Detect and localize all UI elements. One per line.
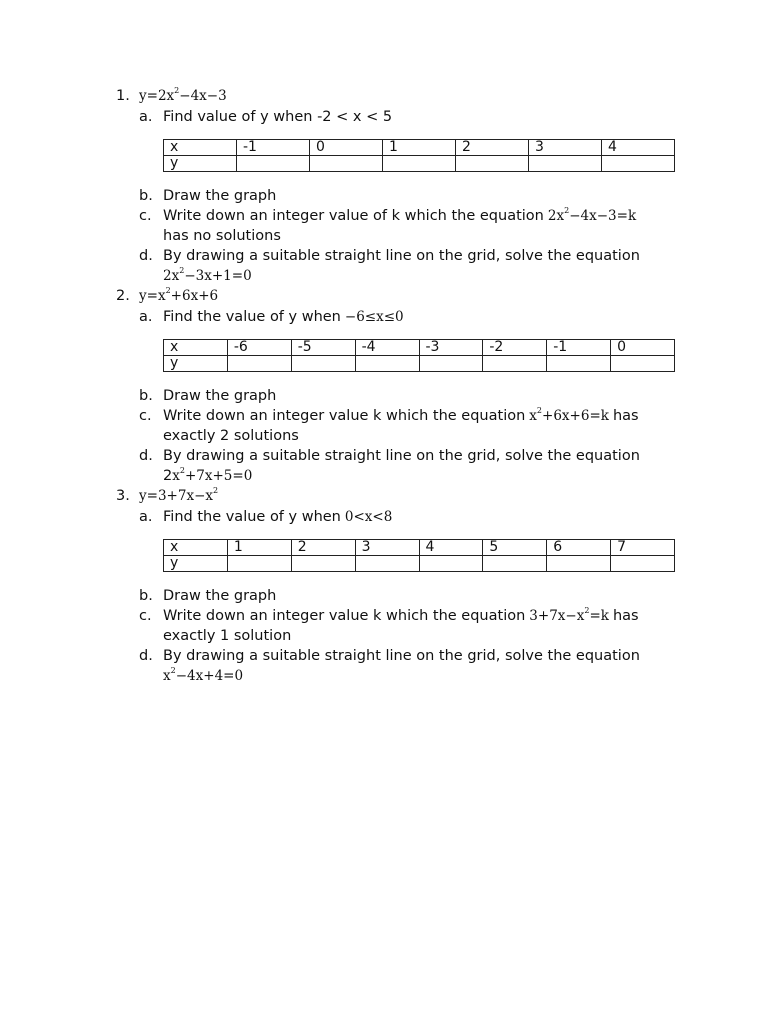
function-equation: $y=x^2+6x+6$: [139, 286, 219, 304]
part-d: [0, 446, 768, 486]
table-cell-y-blank[interactable]: [547, 356, 611, 372]
question-2: [0, 286, 768, 486]
table-row-x: [164, 540, 675, 556]
table-header-y: y: [164, 356, 228, 372]
part-b: [0, 186, 768, 206]
table-cell-x-value: -6: [227, 340, 291, 356]
table-cell-x-value: -1: [547, 340, 611, 356]
table-row-y: [164, 156, 675, 172]
table-cell-y-blank[interactable]: [310, 156, 383, 172]
part-b: [0, 586, 768, 606]
part-a: [0, 107, 768, 127]
table-row-x: [164, 140, 675, 156]
part-text: Find value of y when -2 < x < 5: [163, 109, 393, 125]
part-a: [0, 507, 768, 527]
table-row-y: [164, 356, 675, 372]
table-cell-y-blank[interactable]: [611, 356, 675, 372]
equation: $x^2-4x+4=0$: [163, 666, 244, 684]
equation: $2x^2-4x-3=k$: [547, 206, 637, 224]
part-letter: d.: [139, 448, 153, 464]
table-cell-x-value: 1: [227, 540, 291, 556]
part-letter: c.: [139, 608, 152, 624]
table-cell-x-value: 2: [291, 540, 355, 556]
part-text: By drawing a suitable straight line on the grid, solve the equation: [163, 648, 640, 664]
question-number: 1.: [116, 88, 130, 104]
table-header-y: y: [164, 156, 237, 172]
part-text-continued: has exactly 2 solutions: [163, 408, 639, 444]
part-text: By drawing a suitable straight line on the grid, solve the equation: [163, 248, 640, 264]
table-cell-y-blank[interactable]: [237, 156, 310, 172]
table-cell-y-blank[interactable]: [227, 356, 291, 372]
part-b: [0, 386, 768, 406]
part-letter: d.: [139, 248, 153, 264]
table-cell-x-value: 4: [419, 540, 483, 556]
table-header-x: x: [164, 540, 228, 556]
table-cell-y-blank[interactable]: [291, 556, 355, 572]
function-equation: $y=3+7x-x^2$: [139, 486, 219, 504]
table-cell-x-value: -1: [237, 140, 310, 156]
function-equation: $y=2x^2-4x-3$: [139, 86, 227, 104]
part-text: Draw the graph: [163, 388, 277, 404]
table-cell-x-value: -3: [419, 340, 483, 356]
table-cell-x-value: 3: [355, 540, 419, 556]
table-header-x: x: [164, 340, 228, 356]
worksheet: [0, 86, 768, 686]
table-header-y: y: [164, 556, 228, 572]
part-letter: c.: [139, 408, 152, 424]
part-d: [0, 646, 768, 686]
table-cell-x-value: 4: [602, 140, 675, 156]
part-a: [0, 307, 768, 327]
question-number: 2.: [116, 288, 130, 304]
equation: $x^2+6x+6=k$: [529, 406, 609, 424]
condition: 0<x<8: [344, 509, 393, 525]
table-row-y: [164, 556, 675, 572]
table-cell-y-blank[interactable]: [419, 356, 483, 372]
table-cell-x-value: 5: [483, 540, 547, 556]
part-letter: d.: [139, 648, 153, 664]
table-header-x: x: [164, 140, 237, 156]
table-cell-x-value: 0: [310, 140, 383, 156]
part-d: [0, 246, 768, 286]
part-letter: a.: [139, 509, 153, 525]
table-cell-x-value: 1: [383, 140, 456, 156]
part-text: Draw the graph: [163, 588, 277, 604]
table-cell-x-value: -4: [355, 340, 419, 356]
table-cell-y-blank[interactable]: [355, 556, 419, 572]
table-cell-y-blank[interactable]: [291, 356, 355, 372]
table-cell-x-value: 2: [456, 140, 529, 156]
table-cell-y-blank[interactable]: [611, 556, 675, 572]
equation: $2x^2-3x+1=0$: [163, 266, 252, 284]
equation-prefix: 2: [163, 468, 173, 484]
equation: $x^2+7x+5=0$: [172, 466, 253, 484]
table-cell-x-value: 3: [529, 140, 602, 156]
part-text: Find the value of y when: [163, 509, 341, 525]
part-letter: b.: [139, 588, 153, 604]
table-cell-x-value: 7: [611, 540, 675, 556]
part-c: [0, 206, 768, 246]
part-text: Draw the graph: [163, 188, 277, 204]
part-c: [0, 606, 768, 646]
table-cell-y-blank[interactable]: [355, 356, 419, 372]
part-letter: b.: [139, 188, 153, 204]
part-c: [0, 406, 768, 446]
table-cell-y-blank[interactable]: [227, 556, 291, 572]
table-cell-x-value: -2: [483, 340, 547, 356]
part-text: Find the value of y when: [163, 309, 341, 325]
part-text: By drawing a suitable straight line on the grid, solve the equation: [163, 448, 640, 464]
condition: −6≤x≤0: [344, 309, 404, 325]
question-1: [0, 86, 768, 286]
part-letter: a.: [139, 309, 153, 325]
value-table: [163, 139, 675, 172]
equation: $3+7x-x^2=k$: [529, 606, 609, 624]
part-text: Write down an integer value k which the equation: [163, 608, 526, 624]
table-cell-y-blank[interactable]: [456, 156, 529, 172]
table-cell-x-value: 0: [611, 340, 675, 356]
part-letter: c.: [139, 208, 152, 224]
part-letter: b.: [139, 388, 153, 404]
table-cell-y-blank[interactable]: [529, 156, 602, 172]
table-cell-y-blank[interactable]: [547, 556, 611, 572]
table-cell-y-blank[interactable]: [483, 356, 547, 372]
table-cell-x-value: -5: [291, 340, 355, 356]
value-table: [163, 339, 675, 372]
question-number: 3.: [116, 488, 130, 504]
table-cell-x-value: 6: [547, 540, 611, 556]
part-text-continued: has exactly 1 solution: [163, 608, 639, 644]
table-cell-y-blank[interactable]: [602, 156, 675, 172]
part-letter: a.: [139, 109, 153, 125]
table-cell-y-blank[interactable]: [383, 156, 456, 172]
question-3: [0, 486, 768, 686]
part-text: Write down an integer value of k which the equation: [163, 208, 544, 224]
table-row-x: [164, 340, 675, 356]
table-cell-y-blank[interactable]: [483, 556, 547, 572]
table-cell-y-blank[interactable]: [419, 556, 483, 572]
value-table: [163, 539, 675, 572]
part-text-continued: has no solutions: [163, 228, 281, 244]
part-text: Write down an integer value k which the equation: [163, 408, 526, 424]
